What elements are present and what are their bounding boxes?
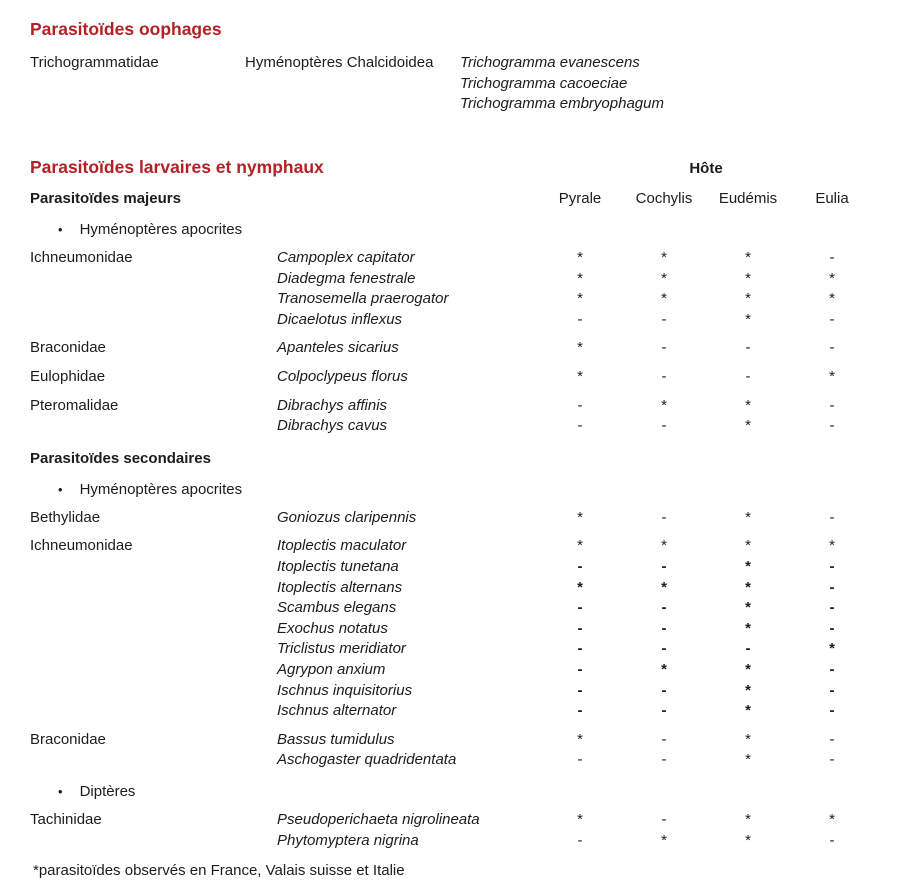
host-presence-cell: - (661, 417, 667, 435)
host-presence-cell: - (577, 310, 583, 328)
host-presence-cell: - (829, 578, 835, 596)
table-row (30, 289, 906, 310)
species-name: Scambus elegans (277, 599, 397, 617)
footnote: *parasitoïdes observés en France, Valais suisse et Italie (33, 862, 405, 880)
family-name (30, 578, 277, 599)
host-presence-cell: - (577, 417, 583, 435)
host-presence-cell: * (661, 290, 667, 308)
host-presence-cell: - (745, 339, 751, 357)
species-name: Tranosemella praerogator (277, 290, 449, 308)
bullet-icon: • (58, 481, 63, 497)
host-group-header: Hôte (689, 159, 723, 177)
bullet-item (30, 781, 906, 802)
host-presence-cell: - (829, 310, 835, 328)
host-presence-cell: * (745, 269, 751, 287)
oophages-species-list (460, 53, 906, 115)
host-presence-cell: * (745, 810, 751, 828)
family-name: Ichneumonidae (30, 249, 133, 267)
oophages-order-name: Hyménoptères Chalcidoidea (245, 54, 434, 71)
host-presence-cell: - (661, 730, 667, 748)
host-presence-cell: * (745, 702, 751, 720)
table-row (30, 701, 906, 722)
host-presence-cell: * (661, 537, 667, 555)
host-presence-cell: * (745, 417, 751, 435)
species-name: Itoplectis alternans (277, 578, 403, 596)
family-name (30, 557, 277, 578)
host-presence-cell: - (577, 619, 583, 637)
table-row (30, 681, 906, 702)
host-presence-cell: * (745, 558, 751, 576)
host-presence-cell: * (829, 290, 835, 308)
host-presence-cell: * (661, 831, 667, 849)
host-column-header: Pyrale (558, 189, 602, 207)
family-name: Eulophidae (30, 368, 106, 386)
family-name (30, 660, 277, 681)
host-presence-cell: * (661, 661, 667, 678)
bullet-icon: • (58, 222, 63, 238)
host-presence-cell: * (577, 578, 583, 596)
host-presence-cell: - (829, 417, 835, 435)
species-name: Itoplectis maculator (277, 537, 407, 555)
family-name (30, 750, 277, 771)
species-name: Triclistus meridiator (277, 640, 406, 658)
host-presence-cell: - (577, 558, 583, 576)
host-presence-cell: * (745, 831, 751, 849)
host-presence-cell: * (577, 537, 583, 555)
table-row (30, 619, 906, 640)
host-presence-cell: * (829, 368, 835, 386)
host-presence-cell: * (745, 508, 751, 526)
family-name (30, 639, 277, 660)
species-name: Dibrachys affinis (277, 396, 388, 414)
host-presence-cell: * (829, 537, 835, 555)
species-name: Diadegma fenestrale (277, 269, 416, 287)
table-row (30, 396, 906, 417)
species-name: Aschogaster quadridentata (277, 751, 457, 769)
host-presence-cell: * (745, 681, 751, 699)
species-name: Ischnus alternator (277, 702, 397, 720)
host-presence-cell: - (661, 558, 667, 576)
host-presence-cell: * (745, 249, 751, 267)
host-presence-cell: * (577, 810, 583, 828)
table-row (30, 639, 906, 660)
host-presence-cell: - (661, 640, 667, 658)
family-name: Braconidae (30, 339, 106, 357)
species-name: Dibrachys cavus (277, 417, 388, 435)
table-row (30, 508, 906, 529)
species-name: Bassus tumidulus (277, 730, 395, 748)
heading-parasitoides-larvaires: Parasitoïdes larvaires et nymphaux (30, 156, 324, 177)
species-name: Exochus notatus (277, 619, 388, 637)
host-presence-cell: - (577, 640, 583, 658)
host-presence-cell: - (829, 661, 835, 678)
host-presence-cell: * (661, 249, 667, 267)
family-name (30, 598, 277, 619)
host-presence-cell: - (829, 599, 835, 617)
table-row (30, 557, 906, 578)
host-presence-cell: * (745, 290, 751, 308)
host-presence-cell: * (829, 640, 835, 658)
table-row (30, 269, 906, 290)
host-presence-cell: * (745, 661, 751, 678)
host-presence-cell: - (829, 508, 835, 526)
host-presence-cell: - (661, 310, 667, 328)
host-presence-cell: * (745, 310, 751, 328)
species-name: Dicaelotus inflexus (277, 310, 403, 328)
host-presence-cell: * (745, 599, 751, 617)
host-presence-cell: - (829, 619, 835, 637)
species-name: Pseudoperichaeta nigrolineata (277, 810, 480, 828)
table-row (30, 416, 906, 437)
host-presence-cell: * (661, 269, 667, 287)
host-presence-cell: - (577, 599, 583, 617)
host-presence-cell: - (745, 368, 751, 386)
family-name: Ichneumonidae (30, 537, 133, 555)
host-presence-cell: * (577, 290, 583, 308)
host-presence-cell: - (661, 681, 667, 699)
family-name: Braconidae (30, 730, 106, 748)
host-presence-cell: * (577, 368, 583, 386)
host-presence-cell: * (577, 508, 583, 526)
majeurs-section-label: Parasitoïdes majeurs (30, 189, 181, 207)
oophages-species-name: Trichogramma evanescens (460, 54, 640, 71)
host-presence-cell: - (829, 339, 835, 357)
column-header-row (30, 189, 906, 210)
host-presence-cell: - (829, 730, 835, 748)
host-presence-cell: - (661, 751, 667, 769)
host-presence-cell: - (577, 396, 583, 414)
host-column-header: Eudémis (718, 189, 778, 207)
host-presence-cell: - (661, 599, 667, 617)
family-name: Pteromalidae (30, 396, 119, 414)
host-presence-cell: - (661, 702, 667, 720)
bullet-item (30, 479, 906, 500)
host-presence-cell: * (745, 537, 751, 555)
table-row (30, 248, 906, 269)
table-row (30, 367, 906, 388)
host-presence-cell: * (577, 730, 583, 748)
species-name: Colpoclypeus florus (277, 368, 408, 386)
host-presence-cell: * (577, 269, 583, 287)
larvaires-header-row (30, 156, 906, 180)
family-name (30, 681, 277, 702)
family-name: Tachinidae (30, 810, 102, 828)
table-row (30, 831, 906, 852)
bullet-label: Hyménoptères apocrites (79, 480, 243, 498)
host-column-header: Cochylis (635, 189, 693, 207)
host-presence-cell: - (829, 558, 835, 576)
host-presence-cell: - (829, 681, 835, 699)
family-name: Bethylidae (30, 508, 101, 526)
host-presence-cell: - (661, 508, 667, 526)
host-presence-cell: - (661, 810, 667, 828)
bullet-label: Diptères (79, 782, 136, 800)
species-name: Goniozus claripennis (277, 508, 417, 526)
host-presence-cell: - (577, 831, 583, 849)
bullet-icon: • (58, 783, 63, 799)
table-row (30, 536, 906, 557)
table-row (30, 810, 906, 831)
table-row (30, 750, 906, 771)
table-row (30, 578, 906, 599)
host-presence-cell: - (577, 702, 583, 720)
species-name: Itoplectis tunetana (277, 558, 399, 576)
bullet-label: Hyménoptères apocrites (79, 221, 243, 239)
host-presence-cell: * (577, 339, 583, 357)
host-column-header: Eulia (815, 189, 849, 207)
host-presence-cell: - (577, 751, 583, 769)
host-presence-cell: - (577, 681, 583, 699)
host-presence-cell: - (829, 831, 835, 849)
species-name: Agrypon anxium (277, 661, 386, 678)
host-presence-cell: * (829, 269, 835, 287)
oophages-row (30, 53, 906, 115)
host-presence-cell: - (661, 619, 667, 637)
section-label: Parasitoïdes secondaires (30, 449, 211, 467)
species-name: Apanteles sicarius (277, 339, 399, 357)
species-name: Ischnus inquisitorius (277, 681, 413, 699)
family-name (30, 269, 277, 290)
family-name (30, 701, 277, 722)
host-presence-cell: - (829, 751, 835, 769)
family-name (30, 310, 277, 331)
table-row (30, 598, 906, 619)
host-presence-cell: - (745, 640, 751, 658)
host-presence-cell: - (577, 661, 583, 678)
parasitoid-table-body (30, 219, 906, 851)
host-presence-cell: * (745, 751, 751, 769)
species-name: Phytomyptera nigrina (277, 831, 419, 849)
oophages-species-name: Trichogramma cacoeciae (460, 74, 628, 92)
host-presence-cell: - (829, 249, 835, 267)
host-presence-cell: * (745, 619, 751, 637)
table-row (30, 730, 906, 751)
host-presence-cell: - (661, 368, 667, 386)
host-presence-cell: - (661, 339, 667, 357)
table-row (30, 660, 906, 681)
family-name (30, 416, 277, 437)
bullet-item (30, 219, 906, 240)
host-presence-cell: * (745, 578, 751, 596)
heading-parasitoides-oophages: Parasitoïdes oophages (30, 19, 222, 39)
host-presence-cell: * (577, 249, 583, 267)
host-presence-cell: * (661, 578, 667, 596)
table-row (30, 338, 906, 359)
family-name (30, 619, 277, 640)
host-presence-cell: * (829, 810, 835, 828)
host-presence-cell: - (829, 396, 835, 414)
oophages-family-name: Trichogrammatidae (30, 54, 159, 71)
oophages-species-name: Trichogramma embryophagum (460, 95, 664, 112)
table-row (30, 310, 906, 331)
host-presence-cell: - (829, 702, 835, 720)
host-presence-cell: * (745, 730, 751, 748)
family-name (30, 831, 277, 852)
family-name (30, 289, 277, 310)
host-presence-cell: * (661, 396, 667, 414)
species-name: Campoplex capitator (277, 249, 415, 267)
host-presence-cell: * (745, 396, 751, 414)
